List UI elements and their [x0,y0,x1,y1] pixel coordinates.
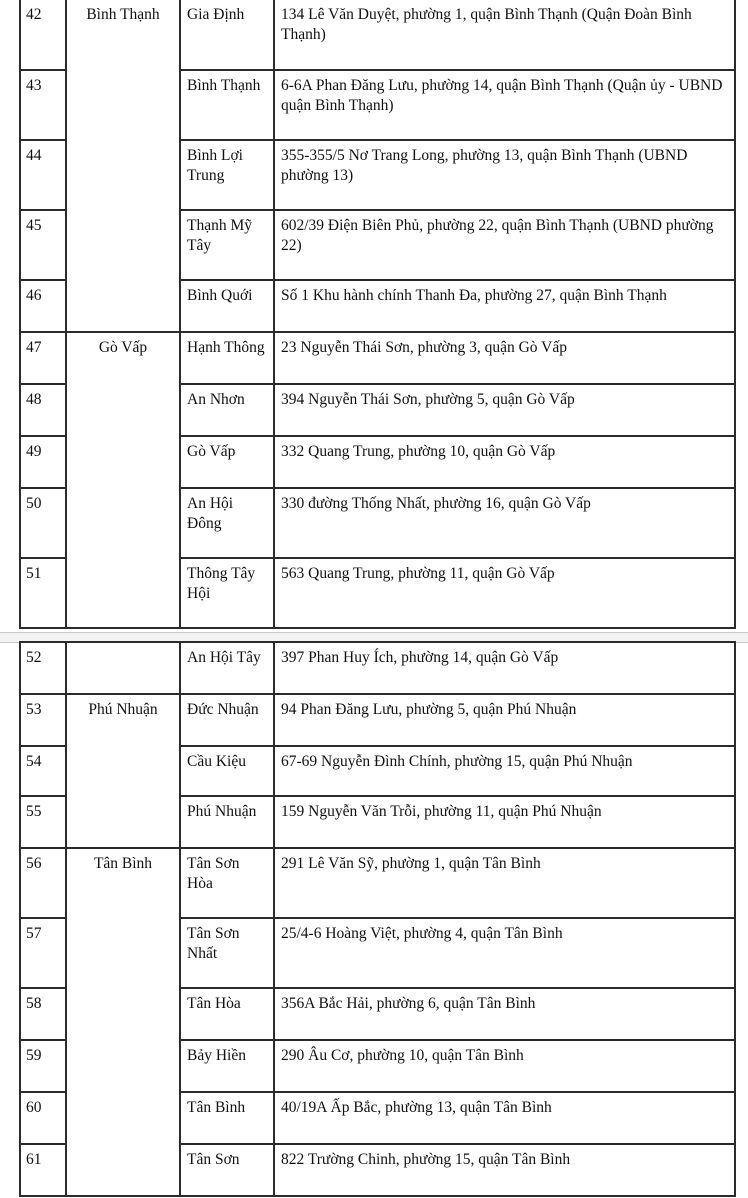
row-number: 51 [20,558,66,628]
row-number: 61 [20,1144,66,1196]
row-number: 52 [20,642,66,694]
row-number: 45 [20,210,66,280]
ward-cell: Tân Bình [180,1092,274,1144]
address-cell: 6-6A Phan Đăng Lưu, phường 14, quận Bình Thạnh (Quận ủy - UBND quận Bình Thạnh) [274,70,735,140]
address-cell: 40/19A Ấp Bắc, phường 13, quận Tân Bình [274,1092,735,1144]
ward-cell: An Hội Đông [180,488,274,558]
ward-cell: Tân Sơn Hòa [180,848,274,918]
district-cell: Gò Vấp [66,332,180,628]
address-cell: 563 Quang Trung, phường 11, quận Gò Vấp [274,558,735,628]
ward-cell: Phú Nhuận [180,796,274,848]
ward-cell: Bình Lợi Trung [180,140,274,210]
row-number: 60 [20,1092,66,1144]
address-cell: 23 Nguyễn Thái Sơn, phường 3, quận Gò Vấp [274,332,735,384]
ward-cell: Tân Sơn Nhất [180,918,274,988]
row-number: 56 [20,848,66,918]
ward-cell: Tân Hòa [180,988,274,1040]
district-cell: Bình Thạnh [66,0,180,332]
table-row [20,848,735,918]
ward-cell: Cầu Kiệu [180,746,274,796]
row-number: 54 [20,746,66,796]
district-cell: Tân Bình [66,848,180,1196]
row-number: 49 [20,436,66,488]
district-cell: Phú Nhuận [66,694,180,848]
address-cell: 356A Bắc Hải, phường 6, quận Tân Bình [274,988,735,1040]
row-number: 57 [20,918,66,988]
address-cell: 290 Âu Cơ, phường 10, quận Tân Bình [274,1040,735,1092]
table-row [20,0,735,70]
row-number: 58 [20,988,66,1040]
address-cell: 822 Trường Chinh, phường 15, quận Tân Bình [274,1144,735,1196]
row-number: 59 [20,1040,66,1092]
table-page-1 [19,0,736,629]
ward-cell: Bình Quới [180,280,274,332]
address-cell: 332 Quang Trung, phường 10, quận Gò Vấp [274,436,735,488]
address-cell: 134 Lê Văn Duyệt, phường 1, quận Bình Thạnh (Quận Đoàn Bình Thạnh) [274,0,735,70]
ward-cell: Tân Sơn [180,1144,274,1196]
ward-cell: Thông Tây Hội [180,558,274,628]
row-number: 47 [20,332,66,384]
address-cell: 25/4-6 Hoàng Việt, phường 4, quận Tân Bình [274,918,735,988]
row-number: 42 [20,0,66,70]
table-page-2 [19,641,736,1197]
address-cell: 355-355/5 Nơ Trang Long, phường 13, quận Bình Thạnh (UBND phường 13) [274,140,735,210]
ward-cell: Đức Nhuận [180,694,274,746]
ward-cell: Thạnh Mỹ Tây [180,210,274,280]
row-number: 48 [20,384,66,436]
table-row [20,694,735,746]
address-cell: 394 Nguyễn Thái Sơn, phường 5, quận Gò Vấp [274,384,735,436]
address-cell: 330 đường Thống Nhất, phường 16, quận Gò Vấp [274,488,735,558]
ward-cell: Hạnh Thông [180,332,274,384]
ward-cell: Bình Thạnh [180,70,274,140]
ward-cell: An Hội Tây [180,642,274,694]
ward-cell: Gò Vấp [180,436,274,488]
address-cell: 159 Nguyễn Văn Trỗi, phường 11, quận Phú Nhuận [274,796,735,848]
address-cell: 94 Phan Đăng Lưu, phường 5, quận Phú Nhuận [274,694,735,746]
row-number: 50 [20,488,66,558]
ward-cell: An Nhơn [180,384,274,436]
row-number: 46 [20,280,66,332]
row-number: 43 [20,70,66,140]
address-cell: Số 1 Khu hành chính Thanh Đa, phường 27, quận Bình Thạnh [274,280,735,332]
district-cell [66,642,180,694]
row-number: 44 [20,140,66,210]
address-table-1 [19,0,736,629]
row-number: 55 [20,796,66,848]
row-number: 53 [20,694,66,746]
address-table-2 [19,641,736,1197]
ward-cell: Bảy Hiền [180,1040,274,1092]
address-cell: 397 Phan Huy Ích, phường 14, quận Gò Vấp [274,642,735,694]
ward-cell: Gia Định [180,0,274,70]
address-cell: 291 Lê Văn Sỹ, phường 1, quận Tân Bình [274,848,735,918]
address-cell: 602/39 Điện Biên Phủ, phường 22, quận Bình Thạnh (UBND phường 22) [274,210,735,280]
table-row [20,642,735,694]
address-cell: 67-69 Nguyễn Đình Chính, phường 15, quận Phú Nhuận [274,746,735,796]
table-row [20,332,735,384]
